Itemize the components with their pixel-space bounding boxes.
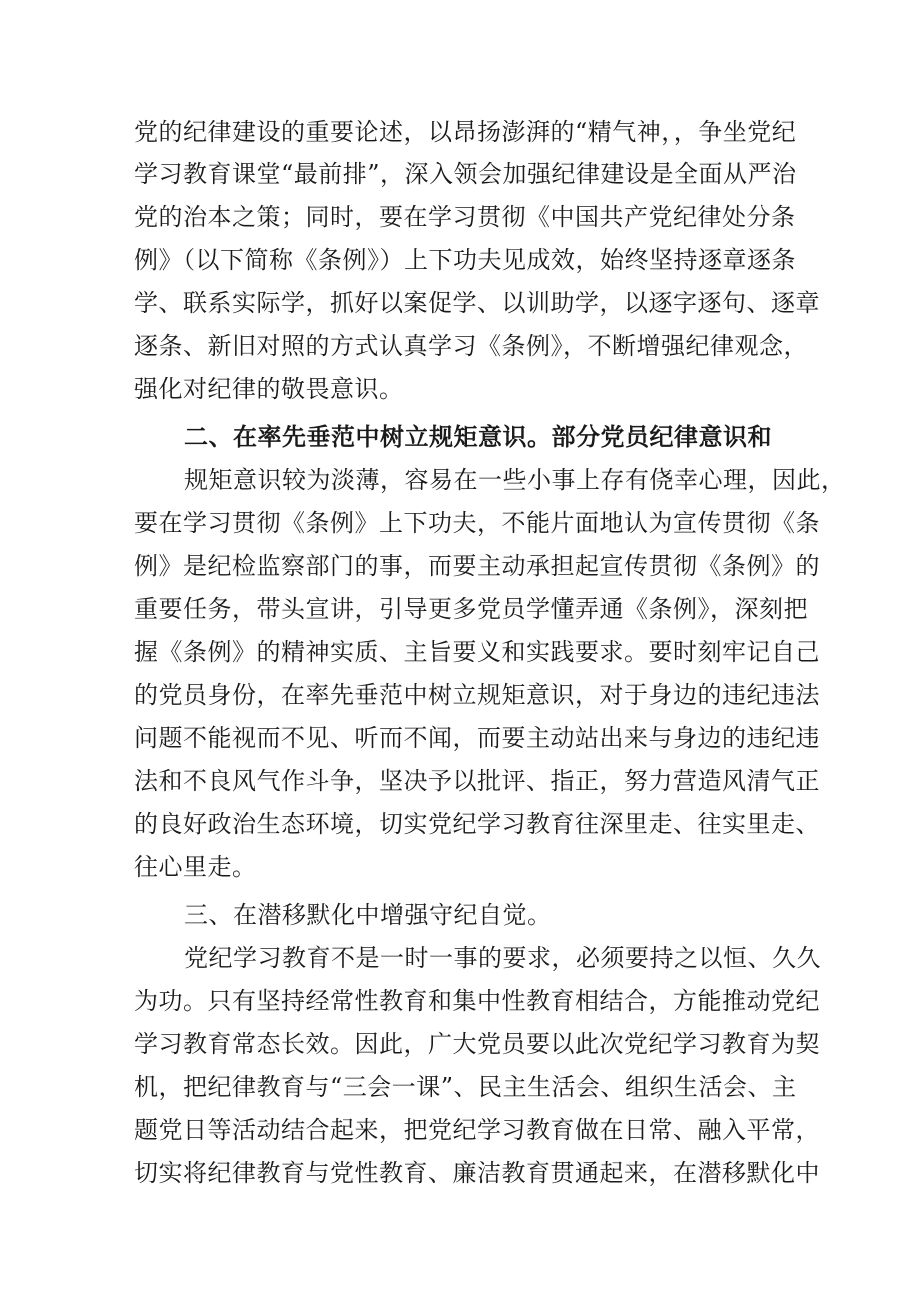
body-line: 法和不良风气作斗争，坚决予以批评、指正，努力营造风清气正	[134, 767, 820, 795]
body-line: 切实将纪律教育与党性教育、廉洁教育贯通起来，在潜移默化中	[134, 1159, 820, 1187]
body-line: 党的治本之策；同时，要在学习贯彻《中国共产党纪律处分条	[134, 203, 796, 231]
body-line: 的良好政治生态环境，切实党纪学习教育往深里走、往实里走、	[134, 810, 820, 838]
body-line: 重要任务，带头宣讲，引导更多党员学懂弄通《条例》，深刻把	[134, 595, 808, 623]
body-line: 的党员身份，在率先垂范中树立规矩意识，对于身边的违纪违法	[134, 681, 820, 709]
section-heading-3: 三、在潜移默化中增强守纪自觉。	[184, 901, 552, 929]
body-line: 例》是纪检监察部门的事，而要主动承担起宣传贯彻《条例》的	[134, 552, 820, 580]
body-line: 要在学习贯彻《条例》上下功夫，不能片面地认为宣传贯彻《条	[134, 509, 820, 537]
body-line: 学、联系实际学，抓好以案促学、以训助学，以逐字逐句、逐章	[134, 289, 820, 317]
section-heading-2: 二、在率先垂范中树立规矩意识。部分党员纪律意识和	[184, 423, 772, 451]
body-line: 机，把纪律教育与“三会一课”、民主生活会、组织生活会、主	[134, 1073, 797, 1101]
body-line: 规矩意识较为淡薄，容易在一些小事上存有侥幸心理，因此，	[184, 466, 846, 494]
body-line: 学习教育常态长效。因此，广大党员要以此次党纪学习教育为契	[134, 1030, 820, 1058]
body-line: 党纪学习教育不是一时一事的要求，必须要持之以恒、久久	[184, 944, 821, 972]
body-line: 题党日等活动结合起来，把党纪学习教育做在日常、融入平常，	[134, 1116, 820, 1144]
body-line: 握《条例》的精神实质、主旨要义和实践要求。要时刻牢记自己	[134, 638, 820, 666]
body-line: 党的纪律建设的重要论述，以昂扬澎湃的“精气神，，争坐党纪	[134, 118, 797, 146]
body-line: 强化对纪律的敬畏意识。	[134, 375, 404, 403]
body-line: 逐条、新旧对照的方式认真学习《条例》，不断增强纪律观念，	[134, 332, 808, 360]
body-line: 例》（以下简称《条例》）上下功夫见成效，始终坚持逐章逐条	[134, 246, 796, 274]
body-line: 学习教育课堂“最前排”，深入领会加强纪律建设是全面从严治	[134, 160, 797, 188]
body-line: 为功。只有坚持经常性教育和集中性教育相结合，方能推动党纪	[134, 987, 820, 1015]
body-line: 问题不能视而不见、听而不闻，而要主动站出来与身边的违纪违	[134, 724, 820, 752]
body-line: 往心里走。	[134, 853, 257, 881]
